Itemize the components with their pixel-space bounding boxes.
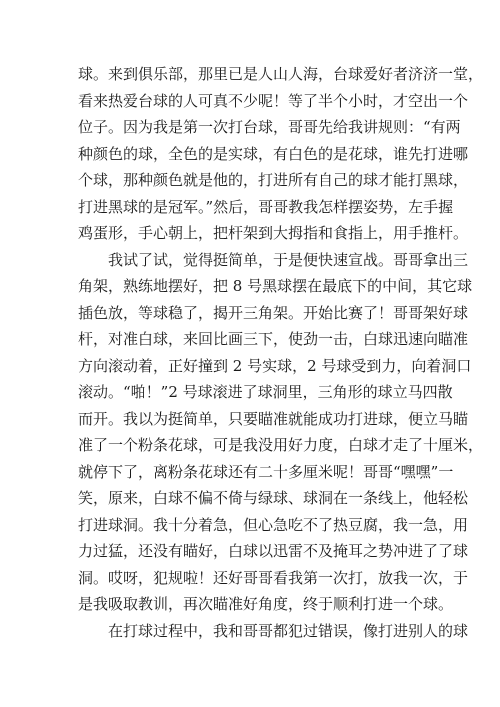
text-line: 力过猛，还没有瞄好，白球以迅雷不及掩耳之势冲进了了球: [78, 542, 469, 560]
text-line: 位子。因为我是第一次打台球，哥哥先给我讲规则：“有两: [78, 118, 461, 136]
text-line: 个球，那种颜色就是他的，打进所有自己的球才能打黑球，: [78, 171, 469, 189]
text-line: 洞。哎呀，犯规啦！还好哥哥看我第一次打，放我一次，于: [78, 568, 469, 587]
text-line: 而开。我以为挺简单，只要瞄准就能成功打进球，便立马瞄: [78, 409, 469, 428]
text-line: 是我吸取教训，再次瞄准好角度，终于顺利打进一个球。: [78, 595, 454, 613]
text-line: 打进黑球的是冠军。”然后，哥哥教我怎样摆姿势，左手握: [78, 197, 454, 216]
text-line: 准了一个粉条花球，可是我没用好力度，白球才走了十厘米，: [78, 436, 484, 454]
paragraph-first-line: 在打球过程中，我和哥哥都犯过错误，像打进别人的球: [108, 621, 469, 640]
text-line: 种颜色的球，全色的是实球，有白色的是花球，谁先打进哪: [78, 144, 469, 163]
text-line: 就停下了，离粉条花球还有二十多厘米呢！哥哥“嘿嘿”一: [78, 462, 454, 481]
text-line: 方向滚动着，正好撞到 2 号实球，2 号球受到力，向着洞口: [78, 356, 472, 375]
text-line: 鸡蛋形，手心朝上，把杆架到大拇指和食指上，用手推杆。: [78, 224, 469, 242]
text-line: 打进球洞。我十分着急，但心急吃不了热豆腐，我一急，用: [78, 515, 469, 534]
article-body: [78, 61, 484, 644]
text-line: 杆，对准白球，来回比画三下，使劲一击，白球迅速向瞄准: [78, 330, 469, 348]
text-line: 看来热爱台球的人可真不少呢！等了半个小时，才空出一个: [78, 91, 469, 110]
paragraph-first-line: 我试了试，觉得挺简单，于是便快速宣战。哥哥拿出三: [108, 250, 469, 269]
text-line: 角架，熟练地摆好，把 8 号黑球摆在最底下的中间，其它球: [78, 277, 473, 295]
text-line: 球。来到俱乐部，那里已是人山人海，台球爱好者济济一堂，: [78, 65, 484, 83]
text-line: 笑，原来，白球不偏不倚与绿球、球洞在一条线上，他轻松: [78, 489, 469, 507]
text-line: 插色放，等球稳了，揭开三角架。开始比赛了！哥哥架好球: [78, 303, 469, 322]
text-line: 滚动。“啪！”2 号球滚进了球洞里，三角形的球立马四散: [78, 383, 453, 401]
